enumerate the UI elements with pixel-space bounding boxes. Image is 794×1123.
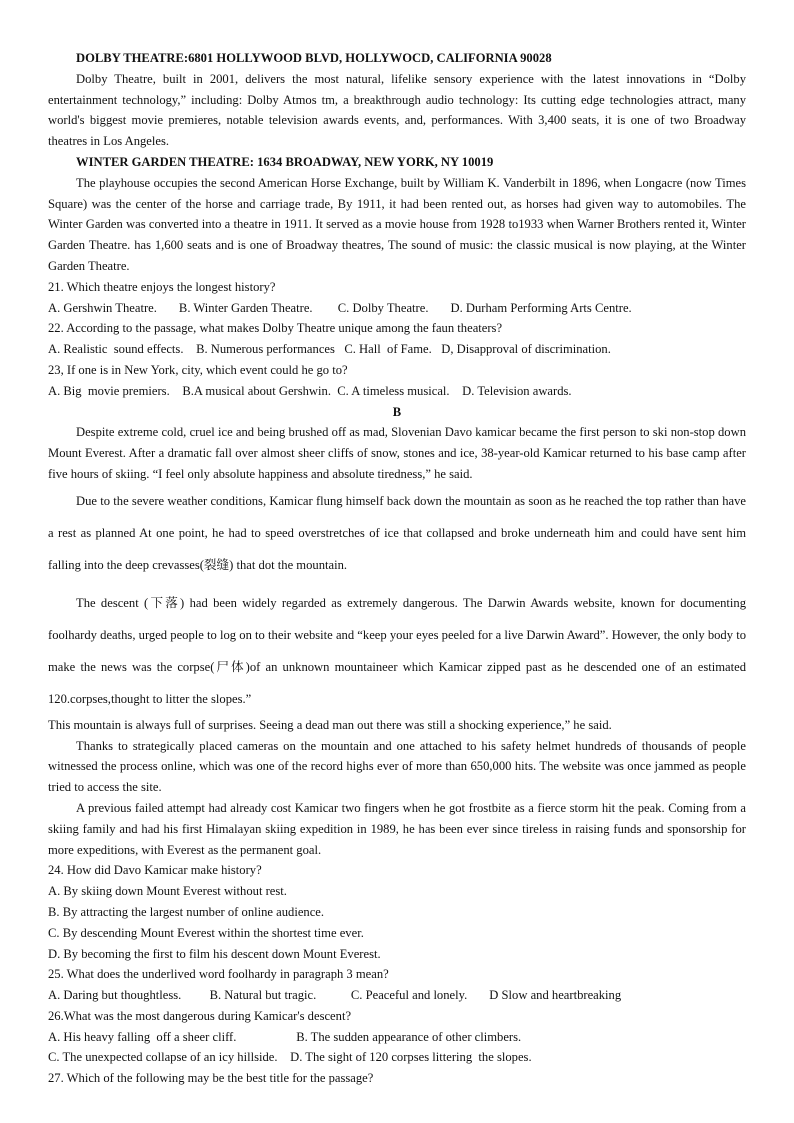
question-25-options: A. Daring but thoughtless. B. Natural but tragic. C. Peaceful and lonely. D Slow and heartbreaking xyxy=(48,988,622,1003)
passage-b-paragraph-2: Due to the severe weather conditions, Kamicar flung himself back down the mountain as soon as he reached the top rather than have a rest as planned At one point, he had to speed overstretches of ice that collapsed and broke underneath him and could have sent him falling into the deep crevasses(裂缝) that dot the mountain. xyxy=(48,493,746,572)
question-26: 26.What was the most dangerous during Kamicar's descent? xyxy=(48,1008,352,1023)
question-26-options-ab: A. His heavy falling off a sheer cliff. B. The sudden appearance of other climbers. xyxy=(48,1029,522,1044)
question-24-option-b: B. By attracting the largest number of online audience. xyxy=(48,904,325,919)
question-25: 25. What does the underlived word foolhardy in paragraph 3 mean? xyxy=(48,967,389,982)
question-23: 23, If one is in New York, city, which event could he go to? xyxy=(48,362,348,377)
passage-b-paragraph-5: A previous failed attempt had already cost Kamicar two fingers when he got frostbite as a fierce storm hit the peak. Coming from a skiing family and had his first Himalayan skiing expedition in 1989, he has been ever since tireless in raising funds and sponsorship for more expeditions, with Everest as the permanent goal. xyxy=(48,800,746,857)
question-24-option-d: D. By becoming the first to film his descent down Mount Everest. xyxy=(48,946,381,961)
question-21-options: A. Gershwin Theatre. B. Winter Garden Theatre. C. Dolby Theatre. D. Durham Performing Arts Centre. xyxy=(48,300,632,315)
passage-b-paragraph-4: Thanks to strategically placed cameras on the mountain and one attached to his safety helmet hundreds of thousands of people witnessed the process online, which was one of the record highs ever of more than 650,000 hits. The website was once jammed as people tried to access the site. xyxy=(48,738,746,795)
question-21: 21. Which theatre enjoys the longest history? xyxy=(48,279,276,294)
dolby-paragraph: Dolby Theatre, built in 2001, delivers the most natural, lifelike sensory experience with the latest innovations in “Dolby entertainment technology,” including: Dolby Atmos tm, a breakthrough audio technology: Its cutting edge technologies attract, many world's biggest movie premieres, notable television awards events, and, performances. With 3,400 seats, it is one of two Broadway theatres in Los Angeles. xyxy=(48,71,746,149)
question-22-options: A. Realistic sound effects. B. Numerous performances C. Hall of Fame. D, Disapproval of discrimination. xyxy=(48,342,611,357)
passage-b-paragraph-3a: The descent (下落) had been widely regarded as extremely dangerous. The Darwin Awards website, known for documenting foolhardy deaths, urged people to log on to their website and “keep your eyes peeled for a live Darwin Award”. However, the only body to make the news was the corpse(尸体)of an unknown mountaineer which Kamicar zipped past as he descended one of an estimated 120.corpses,thought to litter the slopes.” xyxy=(48,595,746,706)
question-24-option-c: C. By descending Mount Everest within the shortest time ever. xyxy=(48,925,364,940)
winter-garden-heading: WINTER GARDEN THEATRE: 1634 BROADWAY, NEW YORK, NY 10019 xyxy=(76,154,494,169)
passage-b-paragraph-3b: This mountain is always full of surprises. Seeing a dead man out there was still a shocking experience,” he said. xyxy=(48,717,612,732)
winter-garden-paragraph: The playhouse occupies the second American Horse Exchange, built by William K. Vanderbilt in 1896, when Longacre (now Times Square) was the center of the horse and carriage trade, By 1911, it had been rented out, as horses had given way to automobiles. The Winter Garden was converted into a theatre in 1911. It served as a movie house from 1928 to1933 when Warner Brothers rented it, Winter Garden Theatre. has 1,600 seats and is one of Broadway theatres, The sound of music: the classic musical is now playing, at the Winter Garden Theatre. xyxy=(48,175,746,273)
question-23-options: A. Big movie premiers. B.A musical about Gershwin. C. A timeless musical. D. Television awards. xyxy=(48,383,572,398)
dolby-heading: DOLBY THEATRE:6801 HOLLYWOOD BLVD, HOLLYWOCD, CALIFORNIA 90028 xyxy=(76,51,552,65)
question-24: 24. How did Davo Kamicar make history? xyxy=(48,863,262,878)
passage-b-paragraph-1: Despite extreme cold, cruel ice and being brushed off as mad, Slovenian Davo kamicar became the first person to ski non-stop down Mount Everest. After a dramatic fall over almost sheer cliffs of snow, stones and ice, 38-year-old Kamicar returned to his base camp after five hours of skiing. “I feel only absolute happiness and absolute tiredness,” he said. xyxy=(48,425,746,481)
question-26-options-cd: C. The unexpected collapse of an icy hillside. D. The sight of 120 corpses littering the slopes. xyxy=(48,1050,532,1065)
question-22: 22. According to the passage, what makes Dolby Theatre unique among the faun theaters? xyxy=(48,321,503,336)
question-27: 27. Which of the following may be the best title for the passage? xyxy=(48,1071,374,1086)
exam-page xyxy=(48,48,746,1089)
question-24-option-a: A. By skiing down Mount Everest without rest. xyxy=(48,884,287,899)
section-b-label: B xyxy=(392,404,402,419)
